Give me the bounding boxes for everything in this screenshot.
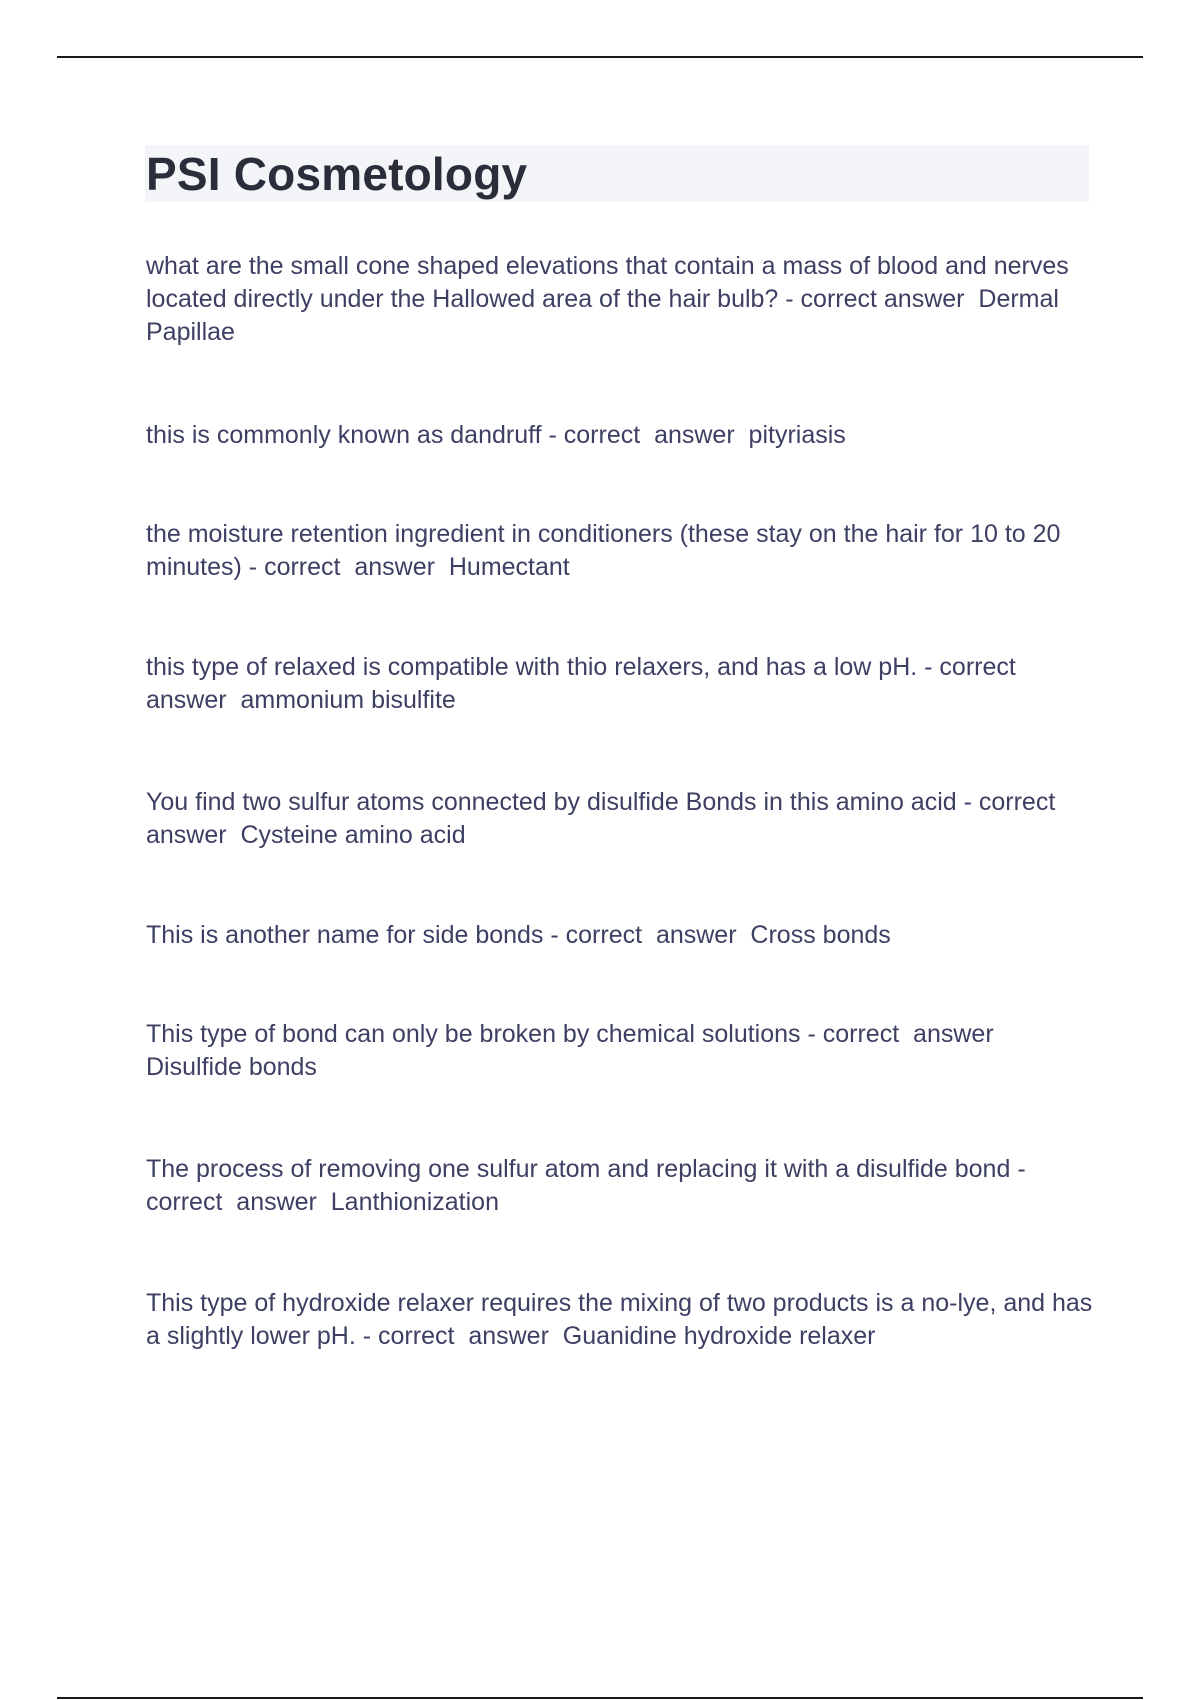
qa-item-8: The process of removing one sulfur atom and replacing it with a disulfide bond - correct answer Lanthionization	[146, 1155, 1033, 1216]
qa-item-2: this is commonly known as dandruff - correct answer pityriasis	[146, 421, 846, 449]
page-title: PSI Cosmetology	[146, 148, 528, 200]
qa-item-9: This type of hydroxide relaxer requires the mixing of two products is a no-lye, and has a slightly lower pH. - correct answer Guanidine hydroxide relaxer	[146, 1289, 1100, 1350]
qa-item-5: You find two sulfur atoms connected by disulfide Bonds in this amino acid - correct answer Cysteine amino acid	[146, 788, 1070, 849]
top-rule	[57, 56, 1143, 58]
bottom-rule	[57, 1697, 1143, 1699]
qa-item-7: This type of bond can only be broken by chemical solutions - correct answer Disulfide bonds	[146, 1020, 1001, 1081]
qa-item-4: this type of relaxed is compatible with thio relaxers, and has a low pH. - correct answer ammonium bisulfite	[146, 653, 1030, 714]
qa-item-1: what are the small cone shaped elevations that contain a mass of blood and nerves located directly under the Hallowed area of the hair bulb? - correct answer Dermal Papillae	[146, 252, 1076, 346]
qa-item-6: This is another name for side bonds - correct answer Cross bonds	[146, 921, 891, 949]
qa-item-3: the moisture retention ingredient in conditioners (these stay on the hair for 10 to 20 minutes) - correct answer Humectant	[146, 520, 1068, 581]
